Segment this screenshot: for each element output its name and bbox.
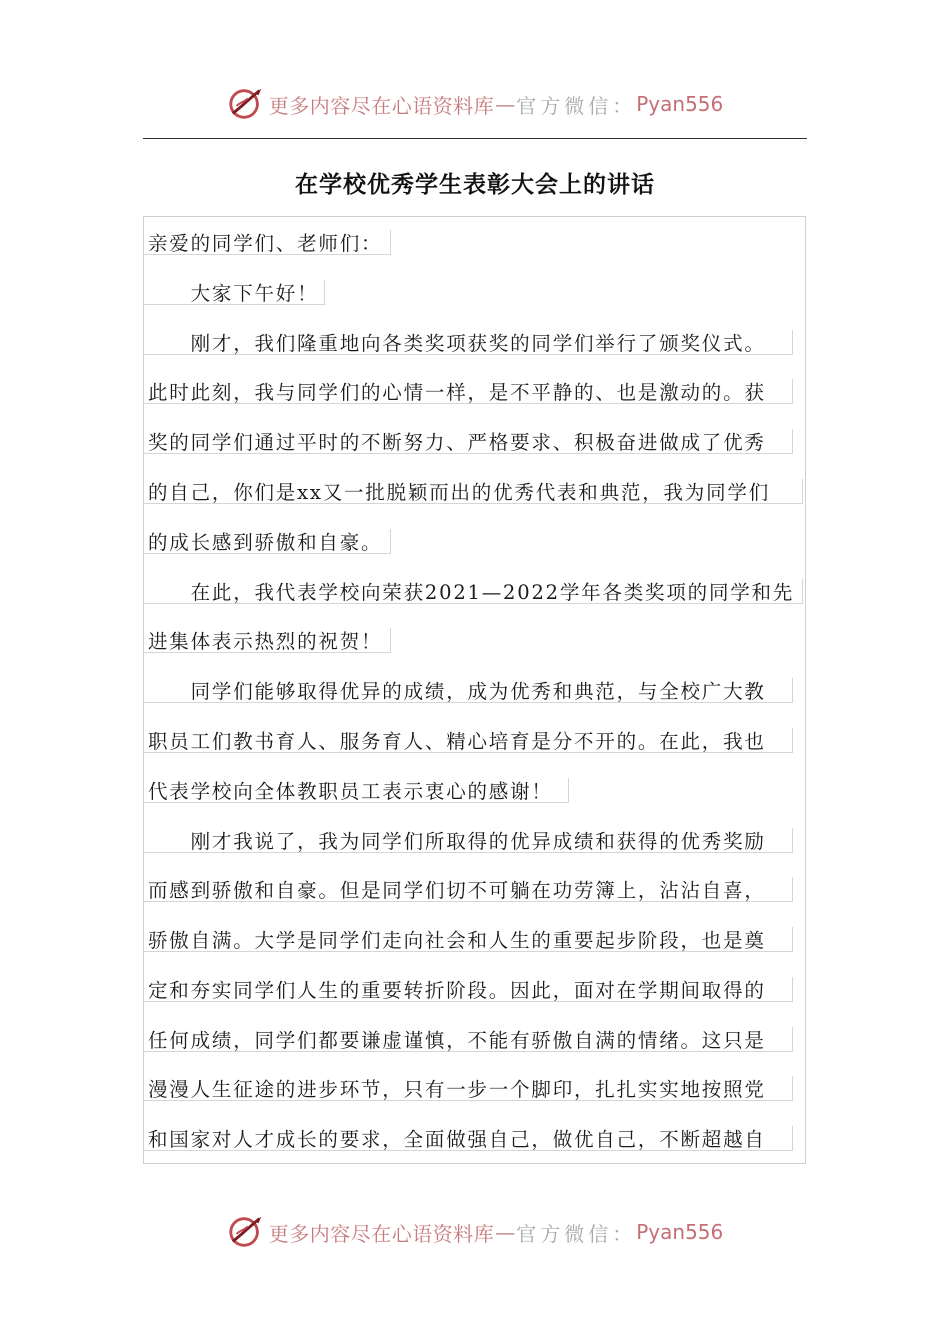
banner-label: 官方微信： [516, 1221, 637, 1246]
banner-wechat-id: Pyan556 [636, 1220, 724, 1244]
text-line: 任何成绩，同学们都要谦虚谨慎，不能有骄傲自满的情绪。这只是 [148, 1026, 766, 1056]
text-line: 漫漫人生征途的进步环节，只有一步一个脚印，扎扎实实地按照党 [148, 1075, 766, 1105]
banner-label: 官方微信： [516, 93, 637, 118]
text-line: 定和夯实同学们人生的重要转折阶段。因此，面对在学期间取得的 [148, 976, 766, 1006]
text-line: 在此，我代表学校向荣获2021—2022学年各类奖项的同学和先 [148, 578, 794, 608]
pen-logo-icon [227, 85, 265, 123]
banner-text: 更多内容尽在心语资料库 [268, 93, 495, 118]
banner-text: 更多内容尽在心语资料库 [268, 1221, 495, 1246]
text-line: 的成长感到骄傲和自豪。 [148, 528, 382, 558]
text-line: 代表学校向全体教职员工表示衷心的感谢！ [148, 777, 553, 807]
pen-logo-icon [227, 1213, 265, 1251]
text-line: 刚才，我们隆重地向各类奖项获奖的同学们举行了颁奖仪式。 [148, 329, 766, 359]
text-line: 奖的同学们通过平时的不断努力、严格要求、积极奋进做成了优秀 [148, 428, 766, 458]
text-line: 此时此刻，我与同学们的心情一样，是不平静的、也是激动的。获 [148, 378, 766, 408]
banner-wechat-id: Pyan556 [636, 92, 724, 116]
header-banner [0, 84, 950, 124]
text-line: 亲爱的同学们、老师们： [148, 229, 382, 259]
banner-dash: — [495, 92, 516, 116]
document-title: 在学校优秀学生表彰大会上的讲话 [295, 171, 655, 198]
text-line: 进集体表示热烈的祝贺！ [148, 627, 382, 657]
text-line: 职员工们教书育人、服务育人、精心培育是分不开的。在此，我也 [148, 727, 766, 757]
text-line: 同学们能够取得优异的成绩，成为优秀和典范，与全校广大教 [148, 677, 766, 707]
banner-dash: — [495, 1220, 516, 1244]
text-line: 和国家对人才成长的要求，全面做强自己，做优自己，不断超越自 [148, 1125, 766, 1155]
text-line: 骄傲自满。大学是同学们走向社会和人生的重要起步阶段，也是奠 [148, 926, 766, 956]
text-line: 刚才我说了，我为同学们所取得的优异成绩和获得的优秀奖励 [148, 827, 766, 857]
text-line: 而感到骄傲和自豪。但是同学们切不可躺在功劳簿上，沾沾自喜， [148, 876, 766, 906]
footer-banner [0, 1212, 950, 1252]
header-divider [143, 138, 807, 139]
text-line: 大家下午好！ [148, 279, 318, 309]
text-line: 的自己，你们是xx又一批脱颖而出的优秀代表和典范，我为同学们 [148, 478, 770, 508]
